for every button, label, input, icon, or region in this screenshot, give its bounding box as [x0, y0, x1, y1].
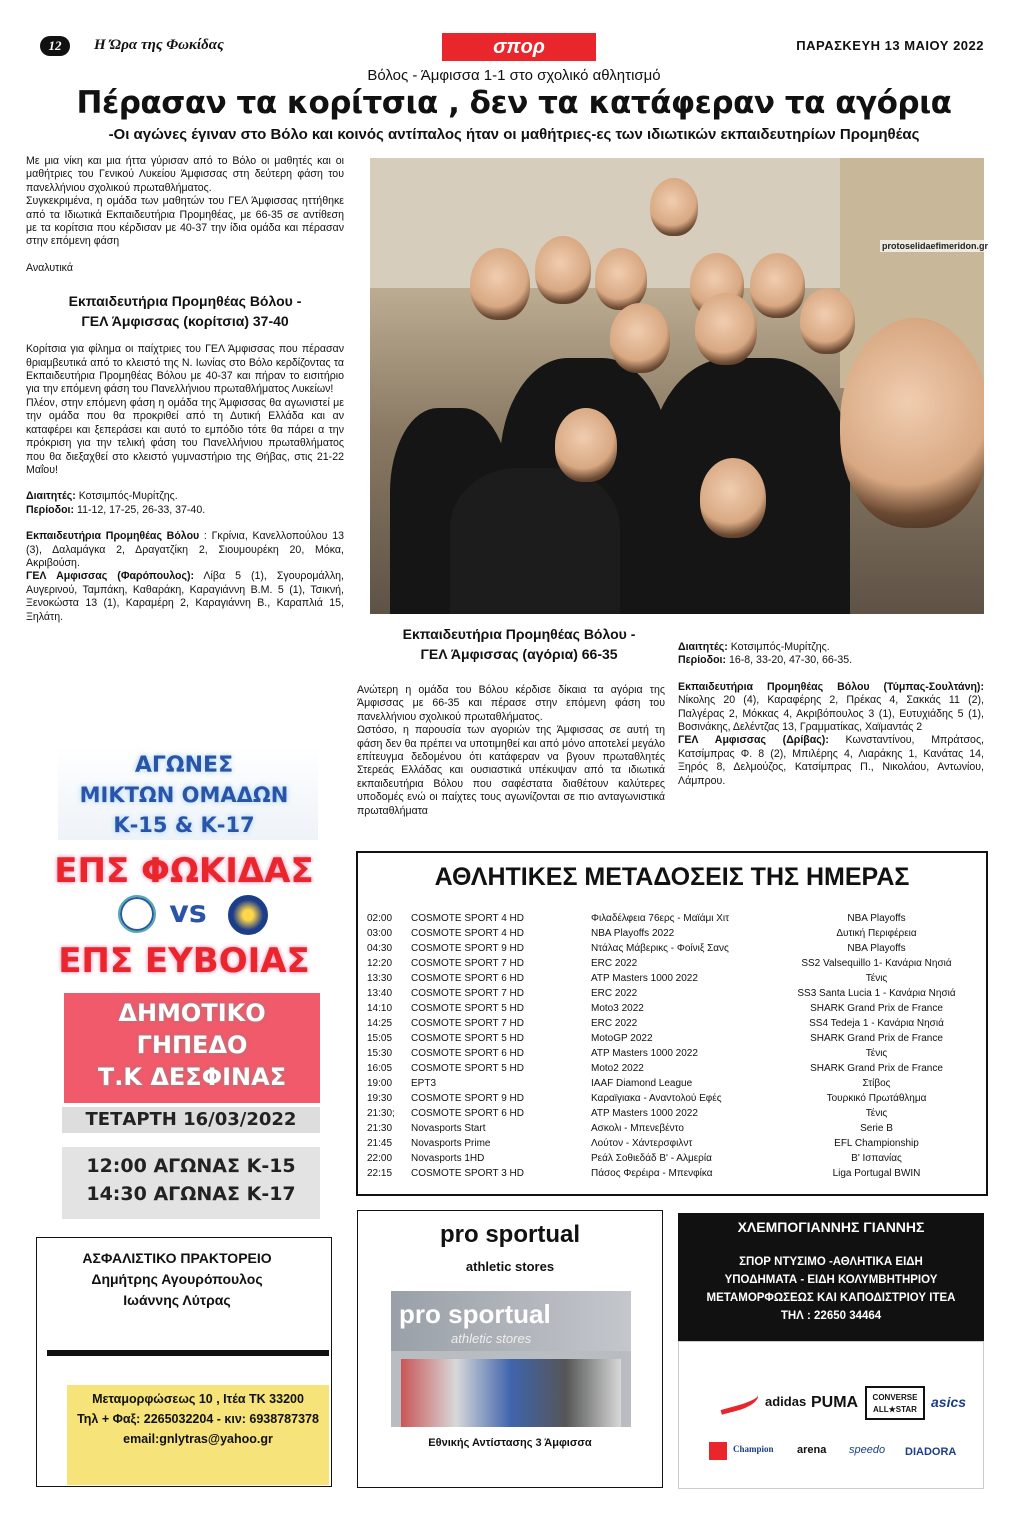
tv-channel: COSMOTE SPORT 4 HD [411, 913, 524, 924]
insurance-email: email:gnlytras@yahoo.gr [123, 1432, 273, 1446]
hlempogiannis-ad [678, 1213, 984, 1489]
article-kicker: Βόλος - Άμφισσα 1-1 στο σχολικό αθλητισμό [367, 67, 661, 84]
intro-paragraph: Με μια νίκη και μια ήττα γύρισαν από το Βόλο οι μαθητές και οι μαθήτριες του Γενικού Λυκείου Άμφισσας στη δεύτερη φάση του πανελλήνιου σχολικού πρωταθλήματος. [26, 155, 344, 194]
tv-listing-row [367, 986, 982, 1001]
tv-event: Moto2 2022 [591, 1063, 644, 1074]
tv-listing-row [367, 926, 982, 941]
tv-event: Λούτον - Χάντερσφιλντ [591, 1138, 693, 1149]
analytically-label: Αναλυτικά [26, 261, 73, 274]
roster-players: : Γκρίνια, Κανελλοπούλου 13 (3), Δαλαμάγκα 2, Δραγατζίκη 2, Σιουμουρέκη 20, Μόκα, Ακριβούση. [26, 530, 344, 569]
tv-time: 15:05 [367, 1033, 393, 1044]
brand-logo: asics [931, 1394, 967, 1410]
tv-listing-row [367, 1061, 982, 1076]
issue-date: ΠΑΡΑΣΚΕΥΗ 13 ΜΑΙΟΥ 2022 [796, 38, 984, 53]
nike-swoosh-icon [718, 1389, 761, 1415]
store-phone: ΤΗΛ : 22650 34464 [780, 1310, 882, 1322]
girls-title-line: Εκπαιδευτήρια Προμηθέας Βόλου - [68, 293, 302, 310]
tv-time: 13:40 [367, 988, 393, 999]
tv-competition: Τένις [865, 1048, 888, 1059]
tv-time: 16:05 [367, 1063, 393, 1074]
brand-logo: CONVERSE ALL★STAR [865, 1386, 925, 1420]
insurance-line: Ιωάννης Λύτρας [123, 1292, 231, 1308]
poster-venue: ΓΗΠΕΔΟ [136, 1031, 248, 1059]
tv-time: 19:30 [367, 1093, 393, 1104]
tv-channel: COSMOTE SPORT 7 HD [411, 988, 524, 999]
poster-venue: Τ.Κ ΔΕΣΦΙΝΑΣ [97, 1063, 287, 1091]
match-poster-ad [38, 745, 330, 1225]
periods-label: Περίοδοι: [678, 654, 727, 667]
boys-report: Ωστόσο, η παρουσία των αγοριών της Άμφισσας σε αυτή τη φάση δεν θα πρέπει να υποτιμηθεί και από μόνο αποτελεί μεγάλο επίτευγμα δεδομένου ότι κατάφεραν να βγουν πρωταθλητές Στερεάς Ελλάδας και ουσιαστικά υπέκυψαν από τα ιδιωτικά εκπαιδευτήρια Βόλου που σαφέστατα διαθέτουν καλύτερες υποδομές ενώ οι παίχτες τους αγωνίζονται σε πιο ανταγωνιστικά πρωταθλήματα [357, 724, 665, 817]
tv-time: 03:00 [367, 928, 393, 939]
boys-away-roster [678, 734, 984, 788]
tv-listing-row [367, 1076, 982, 1091]
tv-competition: SHARK Grand Prix de France [810, 1033, 943, 1044]
article-subhead: -Οι αγώνες έγιναν στο Βόλο και κοινός αντίπαλος ήταν οι μαθήτριες-ες των ιδιωτικών εκπαιδευτηρίων Προμηθέας [108, 126, 920, 143]
roster-players: Κωνσταντίνου, Μπράτσος, Κατσίμπρας Φ. 8 (2), Μπιλέρης 4, Λιαράκης 1, Κανάτας 14, Ξηρός 8, Δελμούζος, Κατσίμπρας Π., Νικολάου, Αντωνίου, Λάμπρου. [678, 734, 984, 787]
tv-listing-row [367, 1136, 982, 1151]
tv-event: Πάσος Φερέιρα - Μπενφίκα [591, 1168, 713, 1179]
eps-evoias-logo [228, 895, 268, 935]
poster-match: 14:30 ΑΓΩΝΑΣ Κ-17 [86, 1183, 296, 1205]
tv-time: 22:00 [367, 1153, 393, 1164]
insurance-contact [67, 1385, 329, 1485]
tv-time: 21:30 [367, 1123, 393, 1134]
tv-event: Ασκολι - Μπενεβέντο [591, 1123, 684, 1134]
tv-listing-row [367, 1121, 982, 1136]
store-line: ΣΠΟΡ ΝΤΥΣΙΜΟ -ΑΘΛΗΤΙΚΑ ΕΙΔΗ [739, 1256, 923, 1268]
tv-time: 12:20 [367, 958, 393, 969]
tv-listing-row [367, 1001, 982, 1016]
newspaper-name: Η Ώρα της Φωκίδας [94, 37, 224, 53]
prosportual-ad [357, 1210, 663, 1488]
tv-event: ERC 2022 [591, 988, 638, 999]
referees-value: Κοτσιμπός-Μυρίτζης. [75, 490, 178, 503]
boys-title-line: Εκπαιδευτήρια Προμηθέας Βόλου - [402, 626, 636, 642]
tv-listings-table [367, 911, 982, 1181]
insurance-line: Δημήτρης Αγουρόπουλος [91, 1271, 263, 1287]
tv-time: 22:15 [367, 1168, 393, 1179]
boys-report-column [357, 684, 665, 818]
referees-label: Διαιτητές: [26, 490, 76, 503]
storefront-photo [391, 1291, 631, 1427]
poster-date: ΤΕΤΑΡΤΗ 16/03/2022 [62, 1107, 320, 1133]
intro-paragraph: Συγκεκριμένα, η ομάδα των μαθητών του ΓΕΛ Άμφισσας ηττήθηκε από τα Ιδιωτικά Εκπαιδευτήρια Προμηθέας, με 66-35 σε αντίθεση με τα κορίτσια που κέρδισαν με 40-37 την ίδια ομάδα και πέρασαν στην επόμενη φάση [26, 195, 344, 248]
store-line: ΥΠΟΔΗΜΑΤΑ - ΕΙΔΗ ΚΟΛΥΜΒΗΤΗΡΙΟΥ [724, 1274, 938, 1286]
tv-time: 14:10 [367, 1003, 393, 1014]
store-owner-name: ΧΛΕΜΠΟΓΙΑΝΝΗΣ ΓΙΑΝΝΗΣ [737, 1219, 925, 1235]
tv-time: 02:00 [367, 913, 393, 924]
poster-vs: vs [169, 895, 207, 930]
tv-event: Ρεάλ Σοθιεδάδ Β' - Αλμερία [591, 1153, 712, 1164]
tv-time: 15:30 [367, 1048, 393, 1059]
tv-channel: COSMOTE SPORT 3 HD [411, 1168, 524, 1179]
tv-listing-row [367, 1166, 982, 1181]
brand-logo: speedo [849, 1444, 886, 1456]
tv-competition: SS2 Valsequillo 1- Κανάρια Νησιά [801, 958, 952, 969]
tv-listing-row [367, 971, 982, 986]
article-headline: Πέρασαν τα κορίτσια , δεν τα κατάφεραν τα αγόρια [76, 85, 952, 121]
prosportual-logo: pro sportual [399, 1299, 551, 1329]
tv-channel: COSMOTE SPORT 5 HD [411, 1003, 524, 1014]
prosportual-subtitle: athletic stores [465, 1259, 555, 1274]
girls-report: Πλέον, στην επόμενη φάση η ομάδα της Άμφισσας θα αγωνιστεί με την ομάδα που θα προκριθεί από τη Δυτική Ελλάδα και αν καταφέρει και ξεπεράσει και αυτό το εμπόδιο τότε θα πάρει α την πρόκριση για την τελική φάση του Πανελλήνιου πρωταθλήματος που θα διεξαχθεί στο κλειστό γυμναστήριο της Θήβας, στις 21-22 Μαΐου! [26, 396, 344, 476]
tv-event: IAAF Diamond League [591, 1078, 693, 1089]
tv-competition: EFL Championship [834, 1138, 919, 1149]
boys-referees [678, 641, 984, 654]
periods-value: 16-8, 33-20, 47-30, 66-35. [726, 654, 853, 667]
brand-logo: Champion [733, 1444, 774, 1454]
girls-title-line: ΓΕΛ Άμφισσας (κορίτσια) 37-40 [81, 313, 289, 330]
tv-event: Φιλαδέλφεια 76ερς - Μαϊάμι Χιτ [591, 913, 730, 924]
periods-value: 11-12, 17-25, 26-33, 37-40. [74, 503, 206, 516]
tv-listing-row [367, 956, 982, 971]
tv-listing-row [367, 941, 982, 956]
roster-label: Εκπαιδευτήρια Προμηθέας Βόλου (Τύμπας-Σουλτάνη): [678, 680, 984, 693]
boys-periods [678, 654, 984, 667]
brand-logo: PUMA [811, 1394, 859, 1411]
left-column [26, 155, 344, 624]
prosportual-title: pro sportual [439, 1221, 580, 1248]
tv-time: 13:30 [367, 973, 393, 984]
tv-competition: Τουρκικό Πρωτάθλημα [826, 1093, 927, 1104]
tv-event: NBA Playoffs 2022 [591, 928, 675, 939]
tv-listing-row [367, 1091, 982, 1106]
tv-competition: SS3 Santa Lucia 1 - Κανάρια Νησιά [797, 988, 956, 999]
tv-listing-row [367, 1016, 982, 1031]
section-label: σπορ [442, 33, 596, 61]
tv-channel: COSMOTE SPORT 5 HD [411, 1063, 524, 1074]
tv-event: ERC 2022 [591, 1018, 638, 1029]
tv-channel: COSMOTE SPORT 6 HD [411, 1108, 524, 1119]
tv-competition: Serie B [860, 1123, 893, 1134]
girls-home-roster [26, 530, 344, 570]
tv-time: 21:45 [367, 1138, 393, 1149]
tv-time: 19:00 [367, 1078, 393, 1089]
prosportual-logo-sub: athletic stores [451, 1331, 532, 1346]
tv-event: MotoGP 2022 [591, 1033, 653, 1044]
photo-watermark: protoselidaefimeridon.gr [882, 241, 989, 251]
tv-channel: COSMOTE SPORT 4 HD [411, 928, 524, 939]
poster-venue: ΔΗΜΟΤΙΚΟ [118, 999, 266, 1027]
brand-square-icon [709, 1442, 727, 1460]
boys-home-roster [678, 681, 984, 735]
tv-competition: SS4 Tedeja 1 - Κανάρια Νησιά [809, 1018, 944, 1029]
tv-competition: SHARK Grand Prix de France [810, 1063, 943, 1074]
tv-event: ATP Masters 1000 2022 [591, 973, 698, 984]
brand-logo: adidas [765, 1394, 807, 1409]
tv-listing-row [367, 1031, 982, 1046]
poster-line: ΑΓΩΝΕΣ [134, 753, 234, 778]
insurance-phone: Τηλ + Φαξ: 2265032204 - κιν: 6938787378 [77, 1412, 319, 1426]
tv-competition: Δυτική Περιφέρεια [836, 928, 917, 939]
prosportual-address: Εθνικής Αντίστασης 3 Άμφισσα [428, 1437, 592, 1449]
tv-channel: COSMOTE SPORT 7 HD [411, 1018, 524, 1029]
tv-event: ATP Masters 1000 2022 [591, 1108, 698, 1119]
girls-periods [26, 504, 344, 517]
tv-channel: COSMOTE SPORT 9 HD [411, 1093, 524, 1104]
referees-label: Διαιτητές: [678, 641, 728, 653]
tv-channel: COSMOTE SPORT 5 HD [411, 1033, 524, 1044]
tv-channel: COSMOTE SPORT 6 HD [411, 973, 524, 984]
tv-time: 04:30 [367, 943, 393, 954]
tv-event: ERC 2022 [591, 958, 638, 969]
team-photo [370, 158, 984, 614]
brand-logos [678, 1341, 984, 1489]
tv-channel: Novasports Start [411, 1123, 486, 1134]
roster-label: ΓΕΛ Αμφισσας (Δρίβας): [678, 734, 829, 747]
insurance-ad [36, 1237, 332, 1487]
tv-competition: NBA Playoffs [847, 913, 906, 924]
tv-channel: Novasports Prime [411, 1138, 491, 1149]
tv-channel: ΕΡΤ3 [411, 1078, 437, 1089]
tv-competition: Liga Portugal BWIN [832, 1168, 921, 1179]
girls-match-title [26, 291, 344, 331]
poster-line: Κ-15 & Κ-17 [113, 813, 255, 837]
poster-team1: ΕΠΣ ΦΩΚΙΔΑΣ [54, 851, 314, 891]
girls-report: Κορίτσια για φίλημα οι παίχτριες του ΓΕΛ Άμφισσας που πέρασαν θριαμβευτικά από το κλειστό της Ν. Ιωνίας στο Βόλο κερδίζοντας τα Εκπαιδευτήρια Προμηθέας Βόλου με 40-37 και πήραν το εισιτήριο για την επόμενη φάση του Πανελλήνιου πρωταθλήματος Λυκείων! [26, 343, 344, 396]
poster-team2: ΕΠΣ ΕΥΒΟΙΑΣ [58, 941, 310, 981]
tv-channel: COSMOTE SPORT 6 HD [411, 1048, 524, 1059]
girls-away-roster [26, 570, 344, 624]
tv-competition: NBA Playoffs [847, 943, 906, 954]
tv-listings-title: ΑΘΛΗΤΙΚΕΣ ΜΕΤΑΔΟΣΕΙΣ ΤΗΣ ΗΜΕΡΑΣ [434, 863, 910, 891]
tv-competition: Β' Ισπανίας [851, 1153, 902, 1164]
tv-time: 21:30; [367, 1108, 395, 1119]
tv-time: 14:25 [367, 1018, 393, 1029]
tv-competition: SHARK Grand Prix de France [810, 1003, 943, 1014]
boys-stats-column [678, 641, 984, 788]
tv-event: ATP Masters 1000 2022 [591, 1048, 698, 1059]
insurance-line: ΑΣΦΑΛΙΣΤΙΚΟ ΠΡΑΚΤΟΡΕΙΟ [82, 1250, 272, 1266]
insurance-divider [47, 1350, 329, 1356]
brand-logo: arena [797, 1444, 827, 1456]
tv-event: Ντάλας Μάβερικς - Φοίνιξ Σανς [591, 943, 729, 954]
page-number: 12 [40, 36, 70, 56]
poster-line: ΜΙΚΤΩΝ ΟΜΑΔΩΝ [79, 783, 289, 807]
roster-players: Λίβα 5 (1), Σγουρομάλλη, Αυγερινού, Ταμπάκη, Καθαράκη, Καραγιάννη Β.Μ. 5 (1), Τσικνή, Ξενοκώστα 13 (1), Καραμέρη 2, Καραγιάννη Β., Καραπλιά 15, Ξηλάτη. [26, 570, 344, 623]
tv-competition: Στίβος [862, 1078, 891, 1089]
boys-title-line: ΓΕΛ Άμφισσας (αγόρια) 66-35 [420, 646, 618, 662]
tv-event: Καραϊγιακα - Αναντολού Εφές [591, 1093, 722, 1104]
brand-logo: DIADORA [905, 1446, 957, 1458]
referees-value: Κοτσιμπός-Μυρίτζης. [727, 641, 830, 653]
roster-label: ΓΕΛ Αμφισσας (Φαρόπουλος): [26, 570, 195, 583]
boys-match-title [360, 624, 678, 664]
tv-listings-box [356, 851, 988, 1196]
periods-label: Περίοδοι: [26, 503, 75, 516]
tv-channel: COSMOTE SPORT 7 HD [411, 958, 524, 969]
roster-label: Εκπαιδευτήρια Προμηθέας Βόλου [26, 530, 200, 543]
store-line: ΜΕΤΑΜΟΡΦΩΣΕΩΣ ΚΑΙ ΚΑΠΟΔΙΣΤΡΙΟΥ ΙΤΕΑ [706, 1292, 956, 1304]
girls-referees [26, 490, 344, 503]
boys-report: Ανώτερη η ομάδα του Βόλου κέρδισε δίκαια τα αγόρια της Άμφισσας με 66-35 και πέρασε στην επόμενη φάση του πανελλήνιου σχολικού πρωταθλήματος. [357, 684, 665, 723]
tv-listing-row [367, 911, 982, 926]
tv-listing-row [367, 1106, 982, 1121]
tv-competition: Τένις [865, 1108, 888, 1119]
tv-competition: Τένις [865, 973, 888, 984]
tv-channel: Novasports 1HD [411, 1153, 485, 1164]
tv-channel: COSMOTE SPORT 9 HD [411, 943, 524, 954]
tv-event: Moto3 2022 [591, 1003, 644, 1014]
poster-match: 12:00 ΑΓΩΝΑΣ Κ-15 [86, 1155, 296, 1177]
tv-listing-row [367, 1046, 982, 1061]
insurance-address: Μεταμορφώσεως 10 , Ιτέα ΤΚ 33200 [92, 1392, 304, 1406]
tv-listing-row [367, 1151, 982, 1166]
roster-players: Νίκολης 20 (4), Καραφέρης 2, Πρέκας 4, Σακκάς 11 (2), Παλγέρας 2, Μόκκας 4, Ακριβόπουλος 3 (1), Ευτυχιάδης 5 (1), Βοσινάκης, Δελέντζας 13, Γραμματίκας, Χαϊμαντάς 2 [678, 694, 984, 734]
